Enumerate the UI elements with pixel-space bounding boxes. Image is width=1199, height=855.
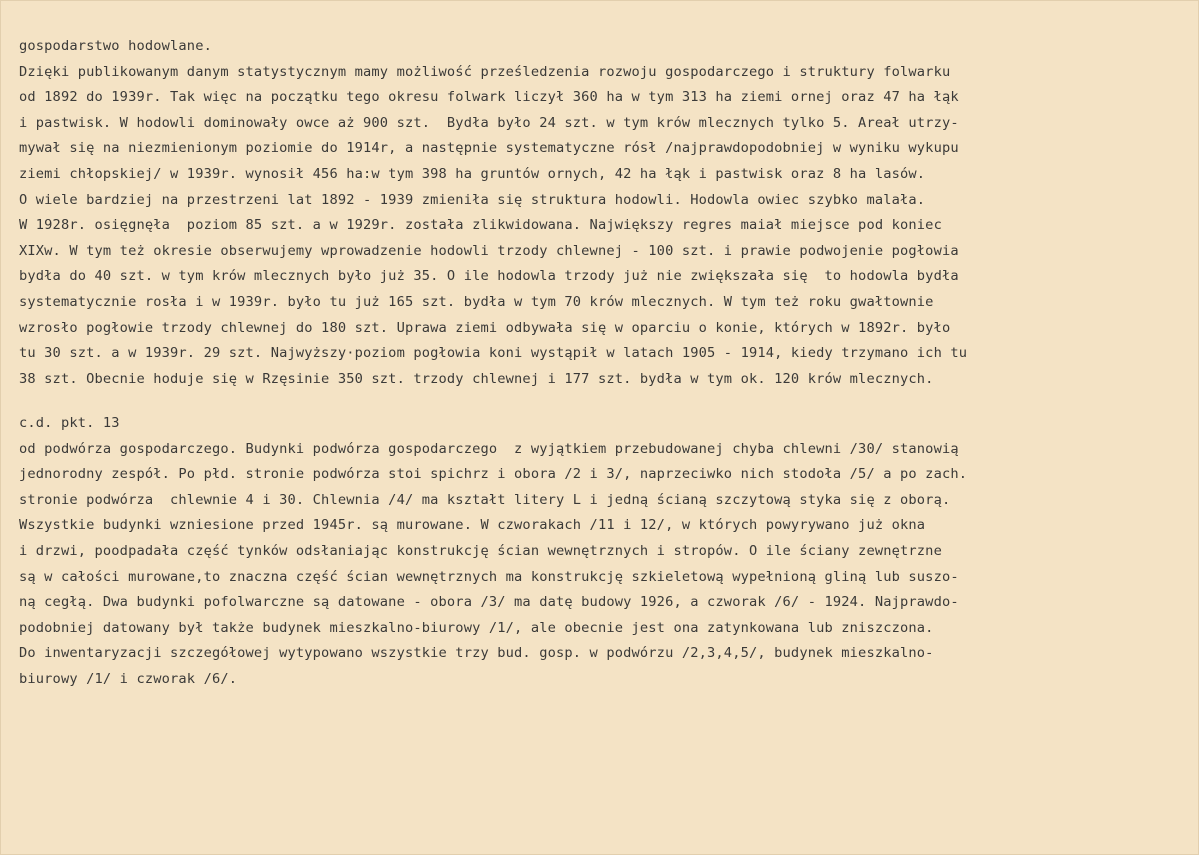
text-line: gospodarstwo hodowlane. xyxy=(19,38,212,54)
text-line: ziemi chłopskiej/ w 1939r. wynosił 456 ha:w tym 398 ha gruntów ornych, 42 ha łąk i pastwisk oraz 8 ha lasów. xyxy=(19,165,926,182)
text-line: są w całości murowane,to znaczna część ścian wewnętrznych ma konstrukcję szkieletową wypełnioną gliną lub suszo- xyxy=(19,568,959,585)
text-line: Wszystkie budynki wzniesione przed 1945r. są murowane. W czworakach /11 i 12/, w których powyrywano już okna xyxy=(19,517,926,534)
section-heading: c.d. pkt. 13 xyxy=(19,415,120,431)
text-line: biurowy /1/ i czworak /6/. xyxy=(19,670,238,687)
text-line: bydła do 40 szt. w tym krów mlecznych było już 35. O ile hodowla trzody już nie zwiększała się to hodowla bydła xyxy=(19,268,959,285)
text-line: ną cegłą. Dwa budynki pofolwarczne są datowane - obora /3/ ma datę budowy 1926, a czworak /6/ - 1924. Najprawdo- xyxy=(19,594,959,611)
section-livestock-history xyxy=(19,34,1194,392)
text-line: i pastwisk. W hodowli dominowały owce aż 900 szt. Bydła było 24 szt. w tym krów mlecznych tylko 5. Areał utrzy- xyxy=(19,114,959,131)
text-line: Dzięki publikowanym danym statystycznym mamy możliwość prześledzenia rozwoju gospodarczego i struktury folwarku xyxy=(19,63,951,80)
text-line: O wiele bardziej na przestrzeni lat 1892 - 1939 zmieniła się struktura hodowli. Hodowla owiec szybko malała. xyxy=(19,191,926,208)
text-line: Do inwentaryzacji szczegółowej wytypowano wszystkie trzy bud. gosp. w podwórzu /2,3,4,5/, budynek mieszkalno- xyxy=(19,645,934,662)
text-line: mywał się na niezmienionym poziomie do 1914r, a następnie systematyczne rósł /najprawdopodobniej w wyniku wykupu xyxy=(19,140,959,157)
text-line: od 1892 do 1939r. Tak więc na początku tego okresu folwark liczył 360 ha w tym 313 ha ziemi ornej oraz 47 ha łąk xyxy=(19,89,959,106)
text-line: W 1928r. osięgnęła poziom 85 szt. a w 1929r. została zlikwidowana. Największy regres maiał miejsce pod koniec xyxy=(19,217,942,234)
text-line: wzrosło pogłowie trzody chlewnej do 180 szt. Uprawa ziemi odbywała się w oparciu o konie, których w 1892r. było xyxy=(19,319,951,336)
text-line: podobniej datowany był także budynek mieszkalno-biurowy /1/, ale obecnie jest ona zatynkowana lub zniszczona. xyxy=(19,619,934,636)
text-line: XIXw. W tym też okresie obserwujemy wprowadzenie hodowli trzody chlewnej - 100 szt. i prawie podwojenie pogłowia xyxy=(19,242,959,259)
text-line: 38 szt. Obecnie hoduje się w Rzęsinie 350 szt. trzody chlewnej i 177 szt. bydła w tym ok. 120 krów mlecznych. xyxy=(19,370,934,387)
text-line: jednorodny zespół. Po płd. stronie podwórza stoi spichrz i obora /2 i 3/, naprzeciwko nich stodoła /5/ a po zach. xyxy=(19,466,968,483)
text-line: systematycznie rosła i w 1939r. było tu już 165 szt. bydła w tym 70 krów mlecznych. W tym też roku gwałtownie xyxy=(19,293,934,310)
section-farm-buildings xyxy=(19,411,1194,693)
text-line: stronie podwórza chlewnie 4 i 30. Chlewnia /4/ ma kształt litery L i jedną ścianą szczytową styka się z oborą. xyxy=(19,491,951,508)
text-line: i drzwi, poodpadała część tynków odsłaniając konstrukcję ścian wewnętrznych i stropów. O ile ściany zewnętrzne xyxy=(19,542,942,559)
text-line: tu 30 szt. a w 1939r. 29 szt. Najwyższy·poziom pogłowia koni wystąpił w latach 1905 - 1914, kiedy trzymano ich tu xyxy=(19,345,968,362)
text-line: od podwórza gospodarczego. Budynki podwórza gospodarczego z wyjątkiem przebudowanej chyba chlewni /30/ stanowią xyxy=(19,440,959,457)
